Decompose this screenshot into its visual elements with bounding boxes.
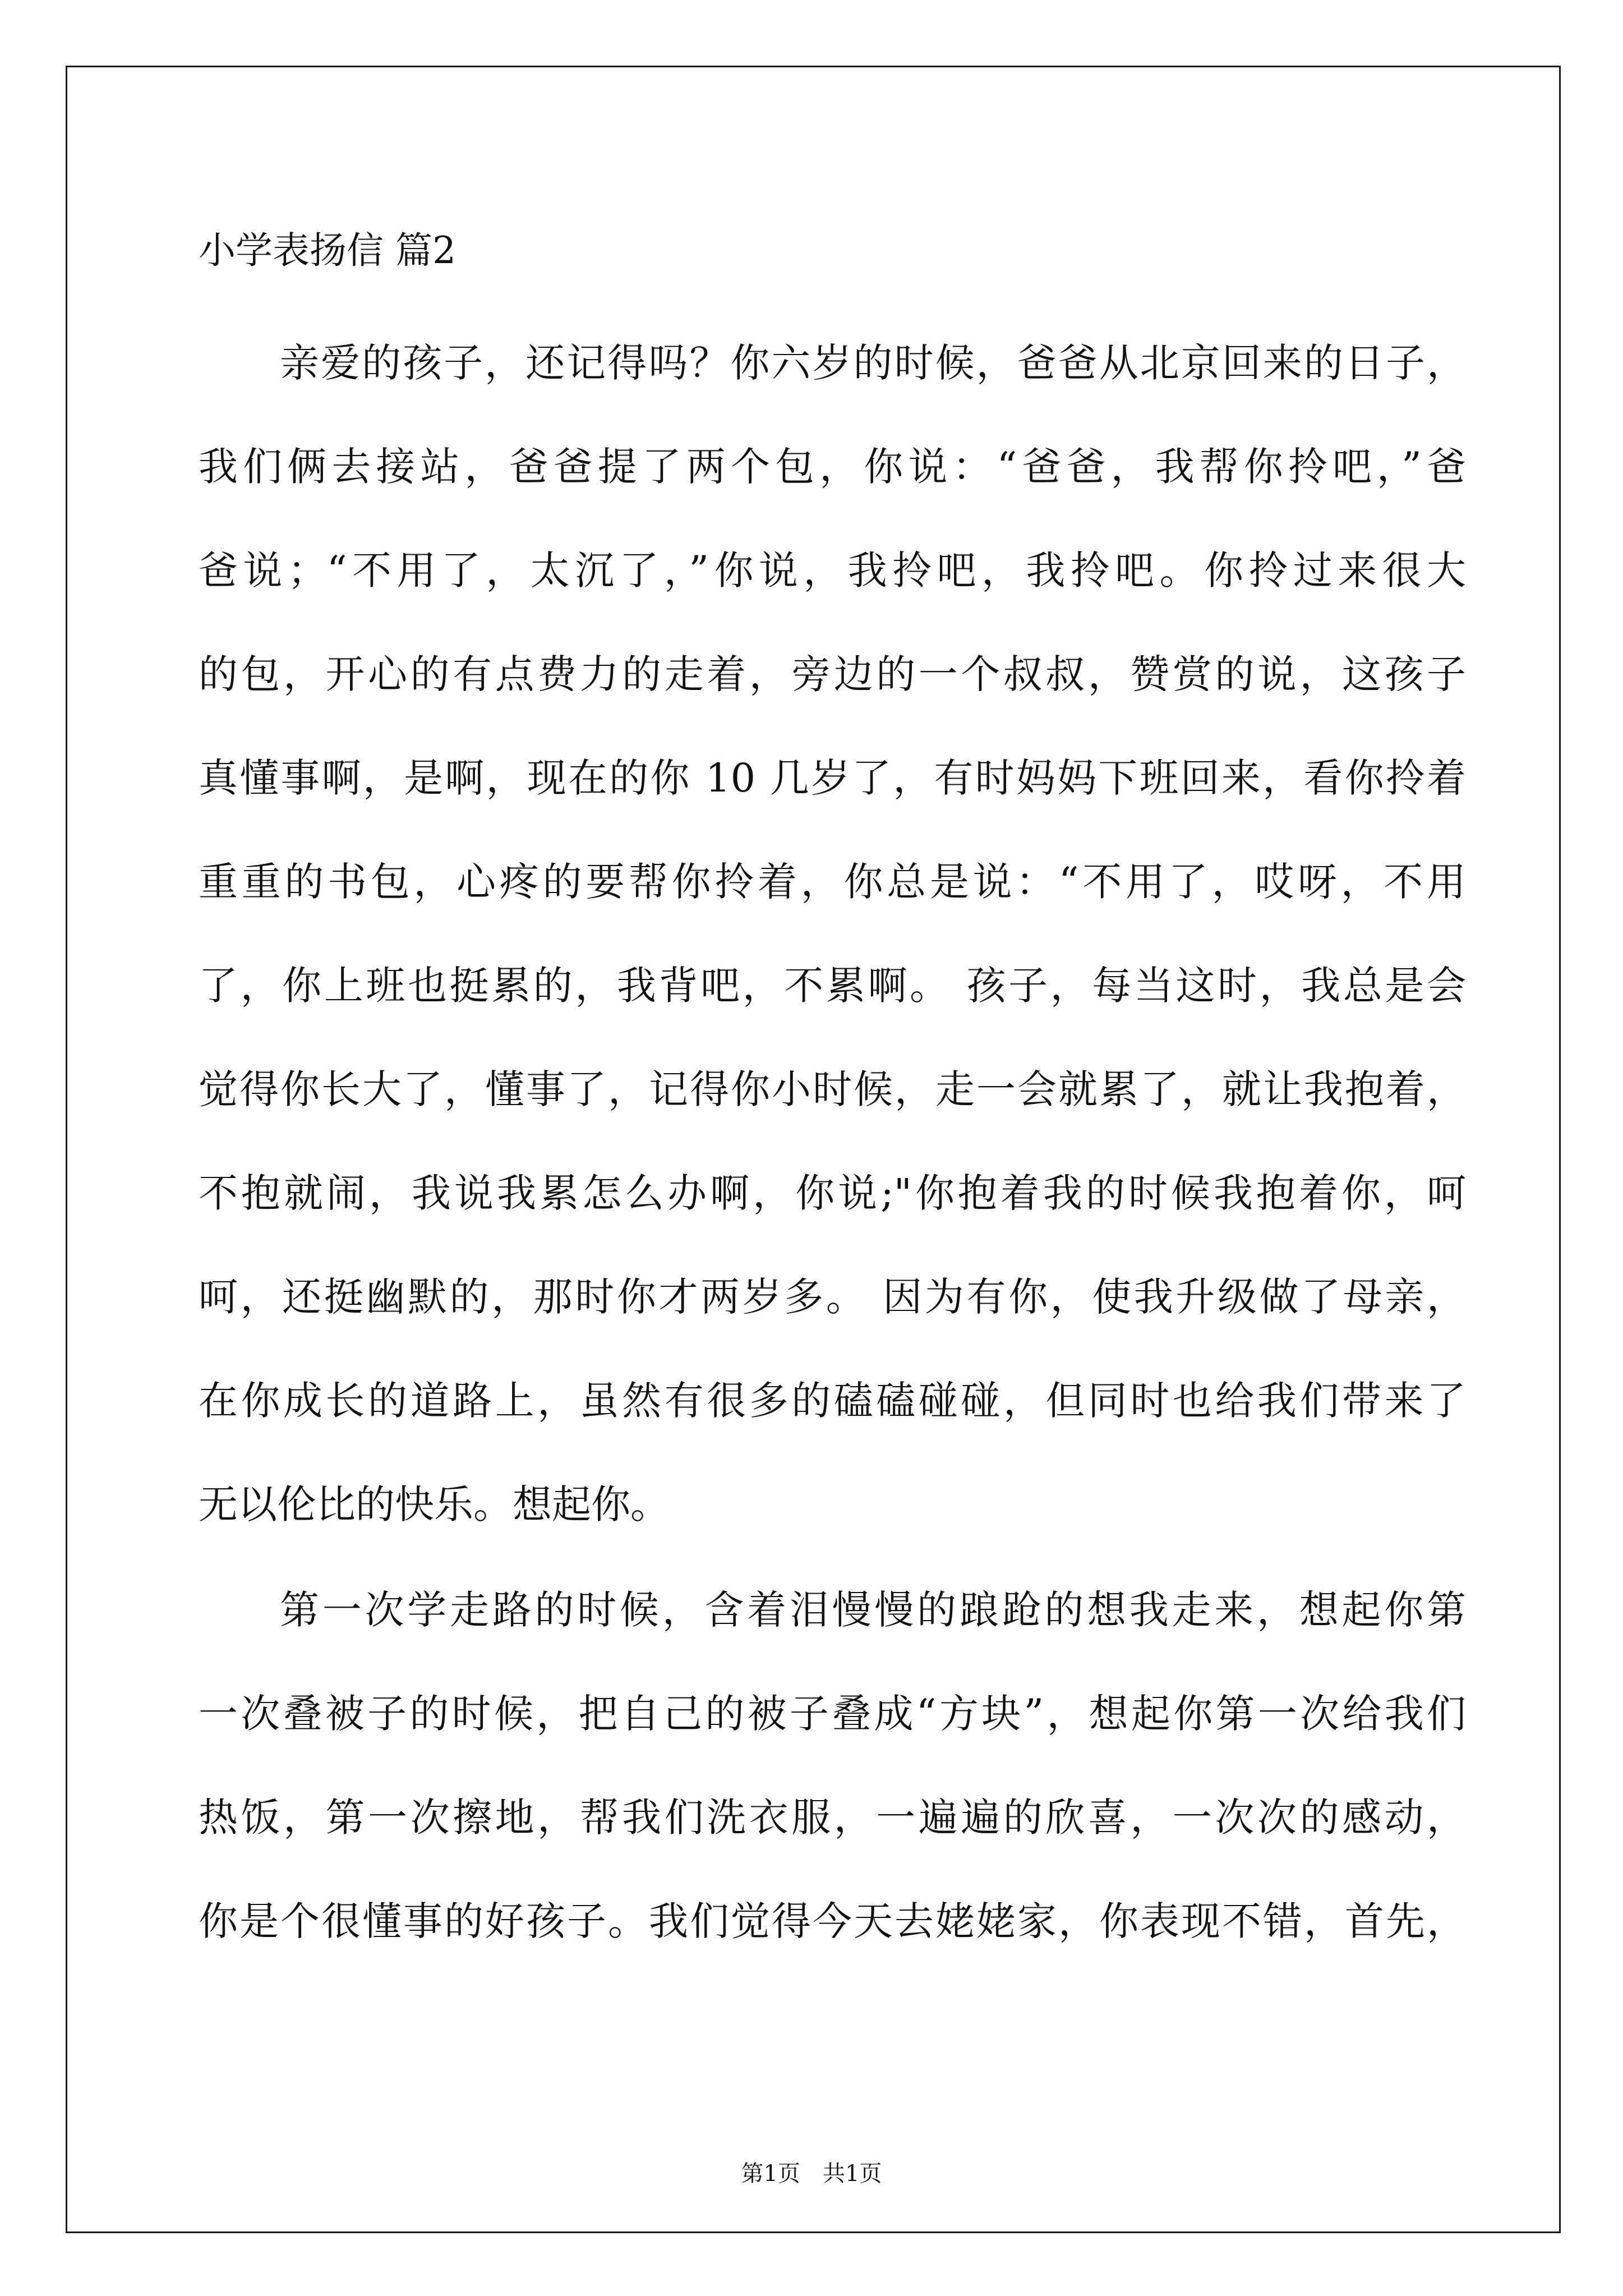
paragraph-line: 在你成长的道路上，虽然有很多的磕磕碰碰，但同时也给我们带来了	[199, 1378, 1466, 1424]
paragraph-line: 第一次学走路的时候，含着泪慢慢的踉跄的想我走来，想起你第	[280, 1587, 1466, 1633]
paragraph-line: 觉得你长大了，懂事了，记得你小时候，走一会就累了，就让我抱着，	[199, 1066, 1466, 1112]
paragraph-line: 了，你上班也挺累的，我背吧，不累啊。 孩子，每当这时，我总是会	[199, 963, 1466, 1009]
paragraph-line: 我们俩去接站，爸爸提了两个包，你说：“爸爸，我帮你拎吧，”爸	[199, 444, 1466, 490]
document-title: 小学表扬信 篇2	[199, 229, 456, 272]
paragraph-line: 一次叠被子的时候，把自己的被子叠成“方块”，想起你第一次给我们	[199, 1691, 1466, 1737]
page-number-footer: 第1页 共1页	[741, 2161, 882, 2187]
paragraph-1	[199, 311, 1466, 1557]
paragraph-line: 你是个很懂事的好孩子。我们觉得今天去姥姥家，你表现不错，首先，	[199, 1898, 1466, 1944]
paragraph-line: 不抱就闹，我说我累怎么办啊，你说;"你抱着我的时候我抱着你，呵	[199, 1170, 1466, 1216]
paragraph-2	[199, 1558, 1466, 1973]
paragraph-line: 热饭，第一次擦地，帮我们洗衣服，一遍遍的欣喜，一次次的感动，	[199, 1795, 1466, 1841]
paragraph-line: 真懂事啊，是啊，现在的你 10 几岁了，有时妈妈下班回来，看你拎着	[199, 755, 1466, 801]
paragraph-line: 亲爱的孩子，还记得吗？你六岁的时候，爸爸从北京回来的日子，	[280, 340, 1466, 386]
paragraph-line: 重重的书包，心疼的要帮你拎着，你总是说：“不用了，哎呀，不用	[199, 859, 1466, 905]
paragraph-line: 无以伦比的快乐。想起你。	[199, 1481, 670, 1527]
paragraph-line: 呵，还挺幽默的，那时你才两岁多。 因为有你，使我升级做了母亲，	[199, 1274, 1466, 1320]
paragraph-line: 爸说；“不用了，太沉了，”你说，我拎吧，我拎吧。你拎过来很大	[199, 547, 1466, 593]
paragraph-line: 的包，开心的有点费力的走着，旁边的一个叔叔，赞赏的说，这孩子	[199, 651, 1466, 697]
